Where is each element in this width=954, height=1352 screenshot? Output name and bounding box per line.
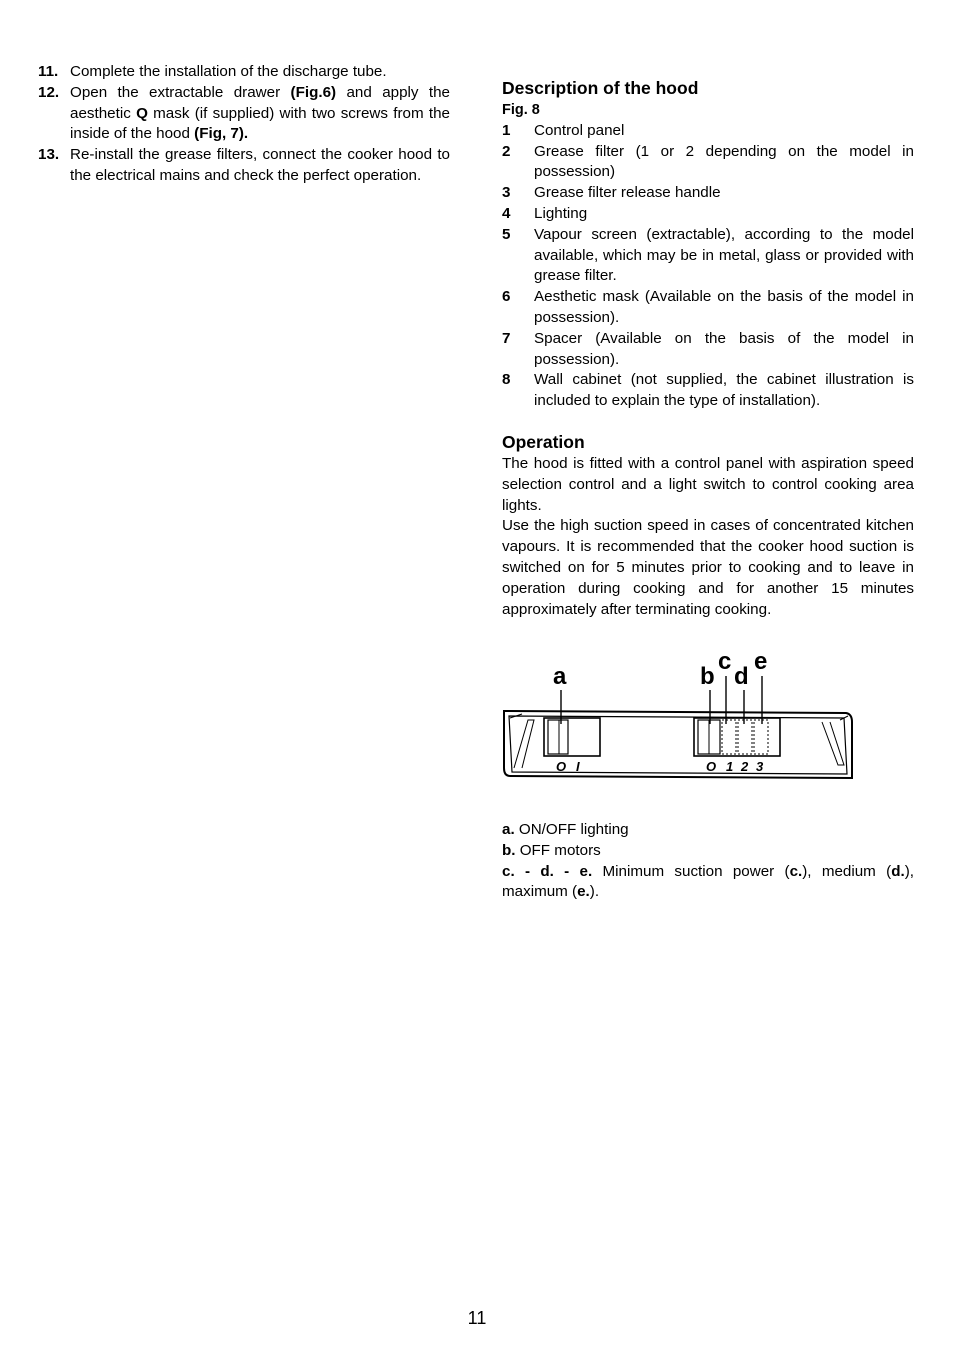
control-panel-drawing xyxy=(500,640,860,790)
step-11 xyxy=(38,62,450,83)
callout-c: c xyxy=(718,648,732,675)
list-item: 3 Grease filter release handle xyxy=(502,184,721,202)
description-list xyxy=(502,121,914,412)
description-heading: Description of the hood xyxy=(502,78,699,98)
callout-e: e xyxy=(754,648,768,675)
step-number: 13. xyxy=(38,146,60,164)
light-scale-on: I xyxy=(576,759,580,774)
operation-heading: Operation xyxy=(502,431,585,452)
step-13 xyxy=(38,145,450,187)
motor-scale-0: O xyxy=(706,759,717,774)
list-item: 7 Spacer (Available on the basis of the model in possession). xyxy=(502,329,914,368)
list-item: 6 Aesthetic mask (Available on the basis of the model in possession). xyxy=(502,288,914,326)
step-text: Complete the installation of the discharge tube. xyxy=(70,63,387,80)
list-item: 5 Vapour screen (extractable), according to the model available, which may be in metal, glass or provided with grease filter. xyxy=(502,225,914,285)
list-item: 8 Wall cabinet (not supplied, the cabinet illustration is included to explain the type of installation). xyxy=(502,371,914,410)
control-panel-figure xyxy=(500,640,860,790)
legend-item-a: a. ON/OFF lighting xyxy=(502,821,629,838)
step-12 xyxy=(38,83,450,145)
right-column xyxy=(502,76,914,620)
light-scale-off: O xyxy=(556,759,567,774)
list-item: 1 Control panel xyxy=(502,121,625,139)
motor-scale-3: 3 xyxy=(756,759,764,774)
operation-paragraph: Use the high suction speed in cases of concentrated kitchen vapours. It is recommended that the cooker hood suction is switched on for 5 minutes prior to cooking and to leave in operation during cooking and for another 15 minutes approximately after terminating cooking. xyxy=(502,517,914,618)
motor-scale-2: 2 xyxy=(741,759,749,774)
callout-b: b xyxy=(700,663,715,690)
figure-legend xyxy=(502,820,914,903)
legend-item-b: b. OFF motors xyxy=(502,841,601,859)
step-text: Open the extractable drawer (Fig.6) and apply the aesthetic Q mask (if supplied) with two screws from the inside of the hood (Fig, 7). xyxy=(70,83,451,143)
list-item: 4 Lighting xyxy=(502,204,588,222)
figure-reference: Fig. 8 xyxy=(502,102,540,118)
installation-steps xyxy=(38,62,450,187)
page-number: 11 xyxy=(467,1308,487,1328)
legend-item-cde: c. - d. - e. Minimum suction power (c.), medium (d.), maximum (e.). xyxy=(502,862,914,901)
operation-paragraph: The hood is fitted with a control panel with aspiration speed selection control and a light switch to control cooking area lights. xyxy=(502,454,914,514)
motor-scale-1: 1 xyxy=(726,759,734,774)
list-item: 2 Grease filter (1 or 2 depending on the model in possession) xyxy=(502,142,914,181)
step-number: 12. xyxy=(38,83,60,101)
callout-d: d xyxy=(734,663,749,690)
step-number: 11. xyxy=(38,63,59,80)
callout-a: a xyxy=(553,663,567,690)
step-text: Re-install the grease filters, connect the cooker hood to the electrical mains and check the perfect operation. xyxy=(70,146,450,184)
